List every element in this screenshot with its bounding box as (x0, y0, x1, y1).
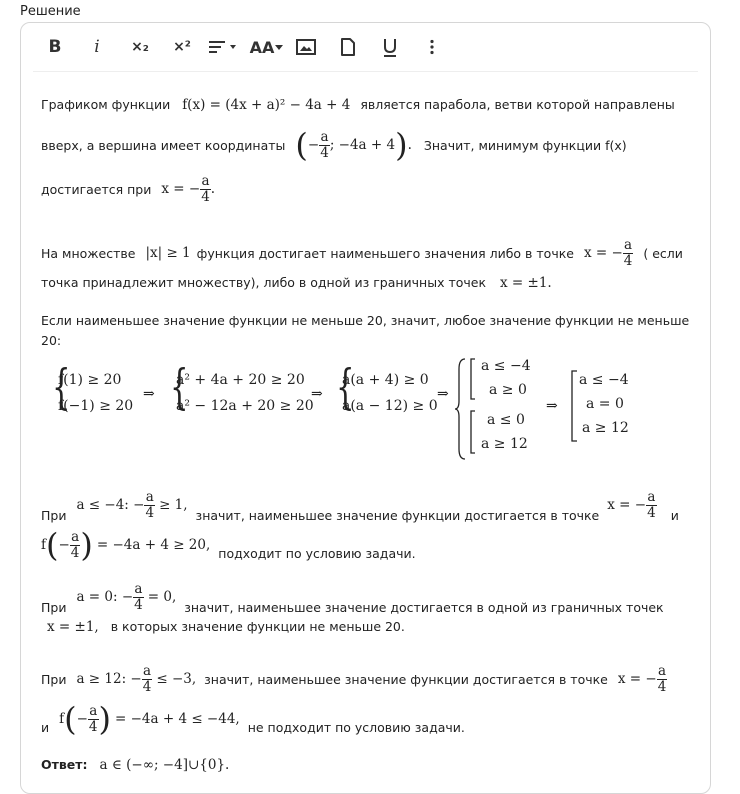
brace: { (170, 359, 189, 415)
formula: x = ±1, (47, 619, 99, 635)
text: Значит, минимум функции f(x) (423, 137, 627, 153)
text: в которых значение функции не меньше 20. (110, 619, 405, 634)
formula: x = − (161, 180, 201, 197)
p1-line2 (41, 123, 627, 167)
text: На множестве (41, 245, 136, 261)
x-vertex (584, 238, 633, 269)
formula: f (59, 710, 65, 727)
numerator: a (624, 236, 633, 253)
section-label: Решение (20, 4, 81, 19)
answer-value: a ∈ (−∞; −4]∪{0}. (99, 757, 230, 773)
formula: a ≤ −4 (481, 358, 531, 374)
denominator: 4 (320, 144, 329, 161)
vertex-coords: ( − $\frac{a}{4}$ ; −4a + 4 ) . (295, 126, 412, 164)
formula: ; −4a + 4 (329, 136, 396, 153)
formula: a ≤ −4 (579, 372, 629, 388)
formula: a = 0: − (76, 588, 134, 605)
formula: f(x) = (4x + a)² − 4a + 4 (182, 97, 351, 113)
formula: = 0, (147, 588, 177, 605)
answer-line (41, 755, 229, 775)
case-2 (76, 582, 176, 613)
formula: x = ±1. (500, 275, 552, 291)
formula: a = 0 (586, 396, 624, 412)
brace: { (336, 359, 355, 415)
text: При (41, 671, 67, 687)
fraction (319, 130, 330, 161)
p5-line2 (41, 617, 405, 637)
implies: ⇒ (437, 386, 449, 402)
font-size-label: AA (249, 37, 275, 57)
denominator: 4 (201, 188, 210, 205)
toolbar-divider (33, 71, 698, 72)
p2-line1 (41, 233, 683, 273)
font-size-dropdown[interactable] (249, 35, 285, 59)
formula: a² − 12a + 20 ≥ 20 (176, 398, 314, 414)
denominator: 4 (134, 596, 143, 613)
implies: ⇒ (311, 386, 323, 402)
fraction (133, 582, 144, 613)
text: является парабола, ветви которой направлены (360, 97, 675, 112)
p6-line2 (41, 697, 465, 741)
fraction (657, 664, 668, 695)
fraction (200, 174, 211, 205)
denominator: 4 (142, 678, 152, 695)
numerator: a (134, 580, 143, 597)
formula: ≤ −3, (156, 670, 197, 687)
fraction (88, 704, 99, 735)
formula: = −4a + 4 ≥ 20, (96, 536, 211, 553)
numerator: a (89, 702, 98, 719)
fraction (70, 530, 81, 561)
formula: f(1) ≥ 20 (58, 372, 122, 388)
denominator: 4 (88, 718, 98, 735)
insert-image-button[interactable] (295, 35, 317, 59)
implies: ⇒ (546, 398, 558, 414)
x-vertex (607, 490, 656, 521)
x-vertex (618, 664, 667, 695)
p3-line2: 20: (41, 333, 62, 348)
p4-line2 (41, 523, 416, 567)
formula: ≥ 1, (159, 496, 188, 513)
f-value: f ( − $\frac{a}{4}$ ) = −4a + 4 ≥ 20, (41, 526, 211, 564)
denominator: 4 (657, 678, 667, 695)
more-vertical-icon (430, 39, 434, 55)
superscript-button[interactable]: ×² (173, 39, 191, 55)
formula: x = − (617, 670, 657, 687)
brace: { (52, 359, 71, 415)
p1-line3 (41, 167, 215, 211)
text: и (41, 720, 50, 735)
p6-line1 (41, 659, 667, 699)
formula: a² + 4a + 20 ≥ 20 (176, 372, 305, 388)
text: и (670, 508, 679, 523)
image-icon (296, 39, 316, 55)
denominator: 4 (623, 252, 633, 269)
formula: x = − (607, 496, 647, 513)
implies: ⇒ (143, 386, 155, 402)
rich-text-editor[interactable] (20, 22, 711, 794)
numerator: a (320, 128, 329, 145)
p3-line1: Если наименьшее значение функции не меньше 20, значит, любое значение функции не меньше (41, 313, 690, 328)
text: ( если (643, 245, 683, 261)
formula: a ≥ 12: − (76, 670, 142, 687)
p2-line2 (41, 273, 552, 293)
formula: a ≤ 0 (487, 412, 525, 428)
editor-toolbar (21, 23, 710, 71)
formula: = −4a + 4 ≤ −44, (115, 710, 240, 727)
fraction (142, 664, 153, 695)
file-icon (341, 38, 355, 56)
numerator: a (647, 488, 656, 505)
answer-label: Ответ: (41, 757, 88, 772)
text: значит, наименьшее значение функции достигается в точке (204, 671, 608, 687)
f-value: f ( − $\frac{a}{4}$ ) = −4a + 4 ≤ −44, (59, 700, 240, 738)
case-1 (76, 490, 187, 521)
numerator: a (201, 172, 210, 189)
denominator: 4 (647, 504, 656, 521)
underline-icon (382, 37, 398, 57)
align-left-icon (208, 39, 240, 55)
formula: |x| ≥ 1 (145, 244, 191, 261)
numerator: a (143, 662, 152, 679)
underline-button[interactable] (381, 35, 399, 59)
inequality-systems (41, 355, 701, 475)
insert-file-button[interactable] (339, 35, 357, 59)
x-min: x = − $\frac{a}{4}$ . (161, 172, 216, 205)
formula: a ≥ 12 (582, 420, 629, 436)
subscript-button[interactable]: ×₂ (131, 39, 149, 55)
text: не подходит по условию задачи. (247, 720, 465, 735)
formula: f (41, 536, 46, 553)
p5-line1 (41, 577, 664, 617)
formula: a ≥ 0 (489, 382, 527, 398)
text: достигается при (41, 181, 152, 197)
bold-button[interactable]: B (48, 37, 62, 57)
numerator: a (145, 488, 154, 505)
italic-button[interactable]: i (94, 37, 100, 57)
text: Графиком функции (41, 97, 171, 112)
formula: a ≥ 12 (481, 436, 528, 452)
text: значит, наименьшее значение достигается в одной из граничных точек (184, 600, 664, 615)
text: точка принадлежит множеству), либо в одной из граничных точек (41, 275, 487, 290)
p4-line1 (41, 485, 679, 525)
fraction (144, 490, 155, 521)
numerator: a (657, 662, 667, 679)
text-align-dropdown[interactable] (207, 35, 241, 59)
formula: a(a + 4) ≥ 0 (342, 372, 429, 388)
text: При (41, 600, 67, 615)
case-3 (76, 664, 196, 695)
fraction (646, 490, 657, 521)
text: значит, наименьшее значение функции достигается в точке (195, 508, 600, 523)
denominator: 4 (70, 544, 80, 561)
chevron-down-icon (274, 43, 284, 51)
more-options-button[interactable] (425, 35, 439, 59)
denominator: 4 (145, 504, 155, 521)
fraction (623, 238, 634, 269)
text: подходит по условию задачи. (218, 546, 416, 561)
numerator: a (71, 528, 80, 545)
text: функция достигает наименьшего значения либо в точке (196, 245, 574, 261)
formula: a ≤ −4: − (76, 496, 145, 513)
formula: f(−1) ≥ 20 (58, 398, 134, 414)
formula: x = − (583, 244, 623, 261)
p1-line1 (41, 95, 675, 115)
text: вверх, а вершина имеет координаты (41, 137, 286, 153)
formula: a(a − 12) ≥ 0 (342, 398, 438, 414)
text: При (41, 508, 67, 523)
